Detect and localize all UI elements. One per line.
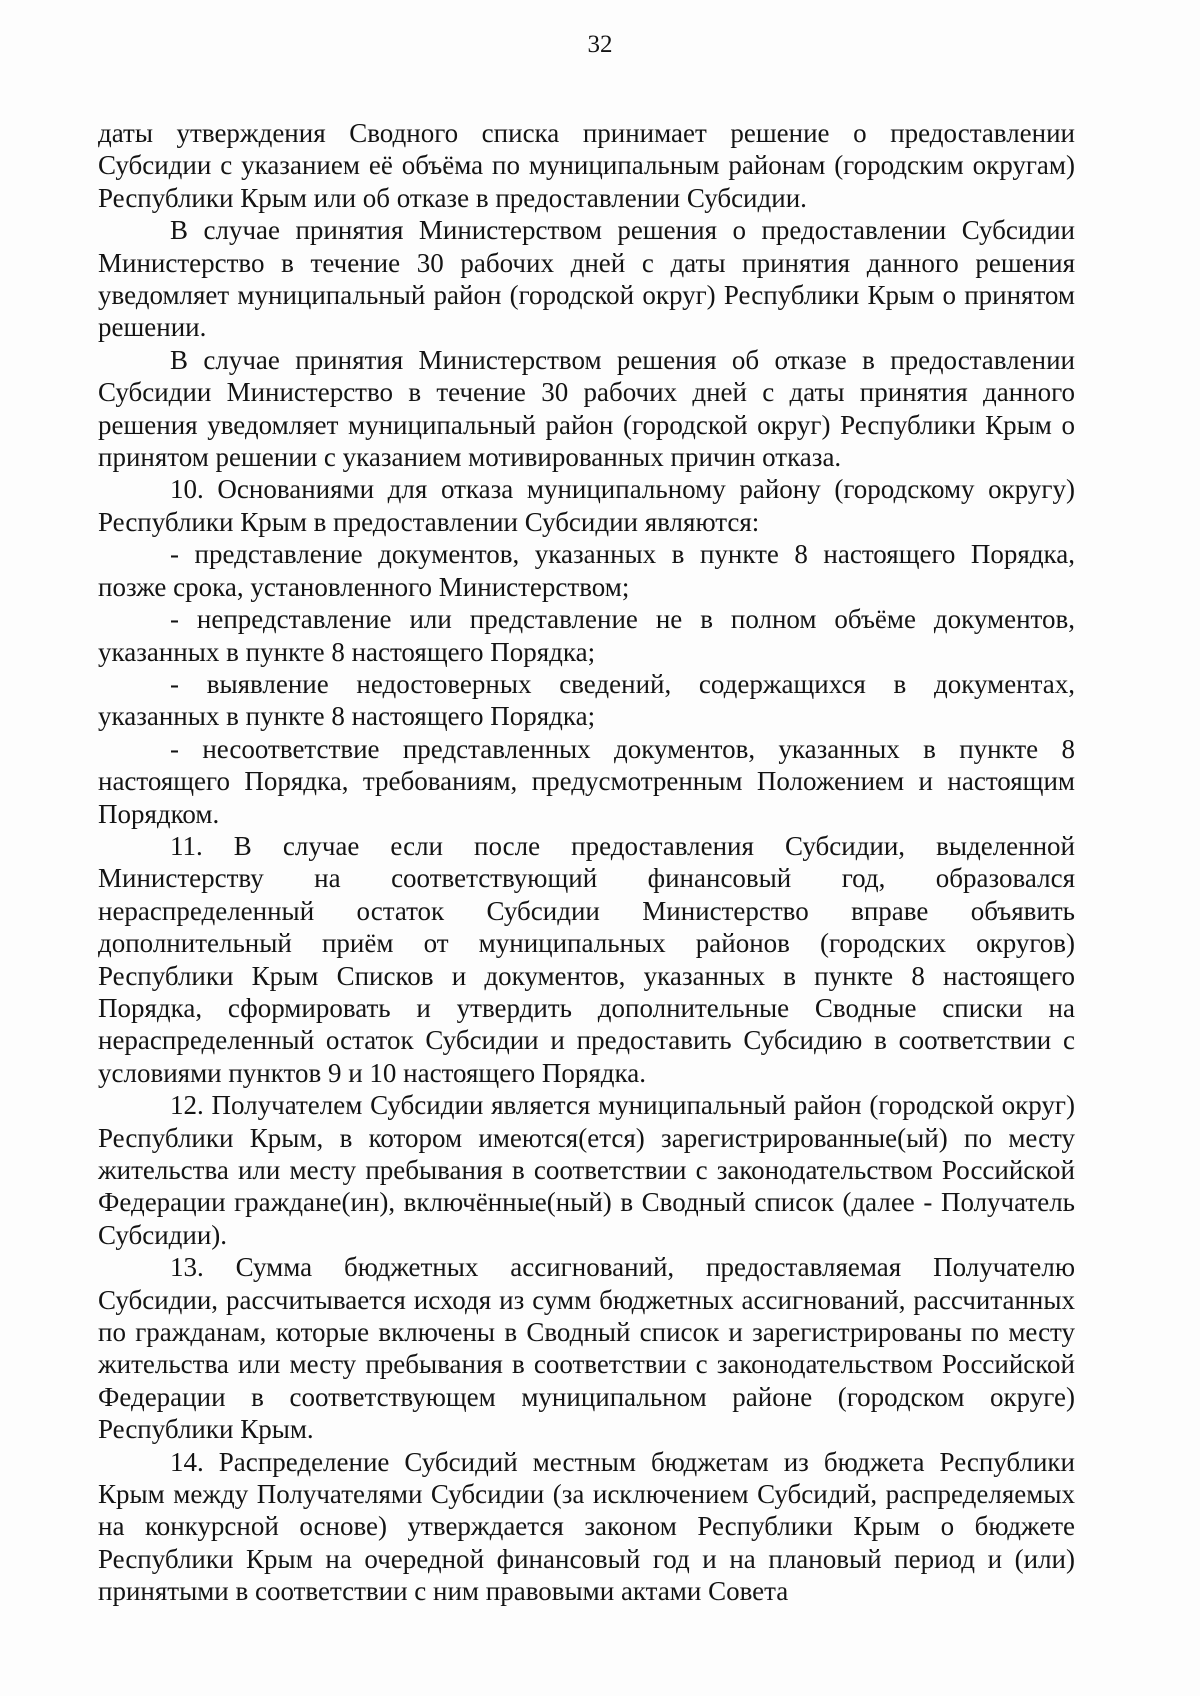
paragraph-decision-refusal-notice: В случае принятия Министерством решения об отказе в предоставлении Субсидии Министерство в течение 30 рабочих дней с даты принятия данного решения уведомляет муниципальный район (городской округ) Республики Крым о принятом решении с указанием мотивированных причин отказа. [98, 344, 1075, 473]
list-item-noncompliance: - несоответствие представленных документов, указанных в пункте 8 настоящего Порядка, требованиям, предусмотренным Положением и настоящим Порядком. [98, 733, 1075, 829]
document-body [98, 117, 1075, 1608]
paragraph-clause-12: 12. Получателем Субсидии является муниципальный район (городской округ) Республики Крым, в котором имеются(ется) зарегистрированные(ый) по месту жительства или месту пребывания в соответствии с законодательством Российской Федерации граждане(ин), включённые(ный) в Сводный список (далее - Получатель Субсидии). [98, 1090, 1075, 1250]
list-item-late-submission: - представление документов, указанных в пункте 8 настоящего Порядка, позже срока, установленного Министерством; [98, 539, 1075, 602]
paragraph-clause-11: 11. В случае если после предоставления Субсидии, выделенной Министерству на соответствующий финансовый год, образовался нераспределенный остаток Субсидии Министерство вправе объявить дополнительный приём от муниципальных районов (городских округов) Республики Крым Списков и документов, указанных в пункте 8 настоящего Порядка, сформировать и утвердить дополнительные Сводные списки на нераспределенный остаток Субсидии и предоставить Субсидию в соответствии с условиями пунктов 9 и 10 настоящего Порядка. [98, 830, 1075, 1088]
page-number: 32 [587, 31, 613, 58]
paragraph-clause-14: 14. Распределение Субсидий местным бюджетам из бюджета Республики Крым между Получателями Субсидии (за исключением Субсидий, распределяемых на конкурсной основе) утверждается законом Республики Крым о бюджете Республики Крым на очередной финансовый год и на плановый период и (или) принятыми в соответствии с ним правовыми актами Совета [98, 1446, 1075, 1607]
list-item-unreliable-data: - выявление недостоверных сведений, содержащихся в документах, указанных в пункте 8 настоящего Порядка; [98, 668, 1075, 732]
list-item-incomplete-documents: - непредставление или представление не в полном объёме документов, указанных в пункте 8 настоящего Порядка; [98, 604, 1075, 667]
paragraph-decision-grant-notice: В случае принятия Министерством решения о предоставлении Субсидии Министерство в течение 30 рабочих дней с даты принятия данного решения уведомляет муниципальный район (городской округ) Республики Крым о принятом решении. [98, 215, 1075, 343]
paragraph-clause-13: 13. Сумма бюджетных ассигнований, предоставляемая Получателю Субсидии, рассчитывается исходя из сумм бюджетных ассигнований, рассчитанных по гражданам, которые включены в Сводный список и зарегистрированы по месту жительства или месту пребывания в соответствии с законодательством Российской Федерации в соответствующем муниципальном районе (городском округе) Республики Крым. [98, 1252, 1075, 1445]
paragraph-decision-continuation: даты утверждения Сводного списка принимает решение о предоставлении Субсидии с указанием её объёма по муниципальным районам (городским округам) Республики Крым или об отказе в предоставлении Субсидии. [98, 118, 1075, 213]
paragraph-clause-10: 10. Основаниями для отказа муниципальному району (городскому округу) Республики Крым в предоставлении Субсидии являются: [98, 474, 1075, 537]
